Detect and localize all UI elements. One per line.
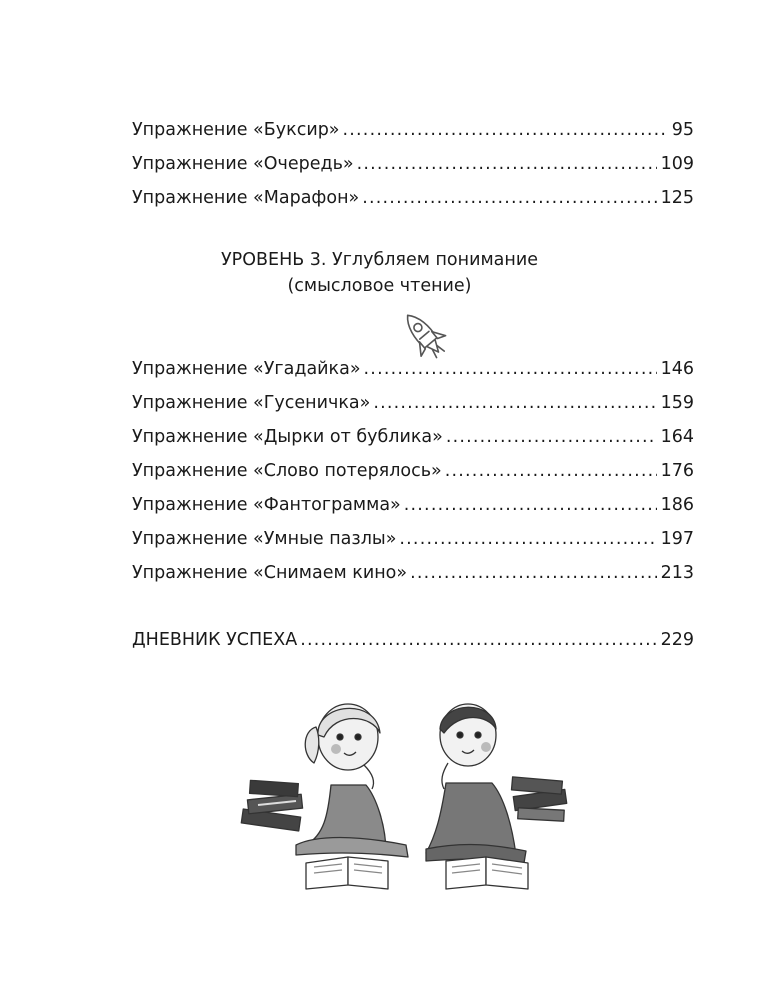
boy-figure [426,704,526,863]
toc-entry-title: Упражнение «Умные пазлы» [132,529,397,549]
toc-entry-page: 164 [660,427,694,447]
toc-entry-title: Упражнение «Снимаем кино» [132,563,408,583]
toc-entry[interactable] [132,359,694,393]
toc-entry-title: Упражнение «Марафон» [132,188,360,208]
toc-entry-title: Упражнение «Дырки от бублика» [132,427,443,447]
toc-leader-dots [357,154,657,174]
toc-entry-title: Упражнение «Угадайка» [132,359,361,379]
toc-entry[interactable] [132,154,694,188]
toc-entry-page: 125 [660,188,694,208]
toc-group-3 [132,630,694,664]
toc-leader-dots [410,563,657,583]
toc-leader-dots [445,461,657,481]
toc-leader-dots [300,630,656,650]
children-reading-illustration [236,685,576,890]
open-book-left [306,857,388,889]
book-stack-right [511,777,566,821]
toc-leader-dots [399,529,656,549]
toc-entry-page: 186 [660,495,694,515]
toc-entry-page: 197 [660,529,694,549]
toc-entry[interactable] [132,461,694,495]
toc-leader-dots [364,359,657,379]
toc-entry-page: 95 [671,120,694,140]
toc-entry[interactable] [132,188,694,222]
toc-entry-title: ДНЕВНИК УСПЕХА [132,630,298,650]
toc-entry-page: 146 [660,359,694,379]
toc-entry-title: Упражнение «Слово потерялось» [132,461,442,481]
toc-entry[interactable] [132,495,694,529]
open-book-right [446,857,528,889]
toc-entry-page: 229 [660,630,694,650]
toc-group-1 [132,120,694,222]
toc-entry-page: 176 [660,461,694,481]
book-stack-left [241,780,302,831]
rocket-icon [392,305,458,367]
toc-entry[interactable] [132,427,694,461]
toc-entry[interactable] [132,529,694,563]
toc-leader-dots [446,427,657,447]
level-heading-title: УРОВЕНЬ 3. Углубляем понимание [221,250,538,270]
toc-leader-dots [373,393,656,413]
toc-entry-page: 213 [660,563,694,583]
girl-figure [296,704,408,857]
toc-group-2 [132,359,694,597]
toc-entry-title: Упражнение «Очередь» [132,154,354,174]
toc-leader-dots [404,495,657,515]
toc-entry-page: 109 [660,154,694,174]
toc-entry-title: Упражнение «Фантограмма» [132,495,401,515]
toc-leader-dots [362,188,656,208]
level-heading-subtitle: (смысловое чтение) [287,276,472,296]
toc-entry[interactable] [132,630,694,664]
toc-leader-dots [343,120,668,140]
toc-entry[interactable] [132,563,694,597]
toc-entry[interactable] [132,120,694,154]
toc-entry-page: 159 [660,393,694,413]
toc-entry[interactable] [132,393,694,427]
level-heading [0,247,759,299]
toc-entry-title: Упражнение «Гусеничка» [132,393,371,413]
toc-entry-title: Упражнение «Буксир» [132,120,340,140]
